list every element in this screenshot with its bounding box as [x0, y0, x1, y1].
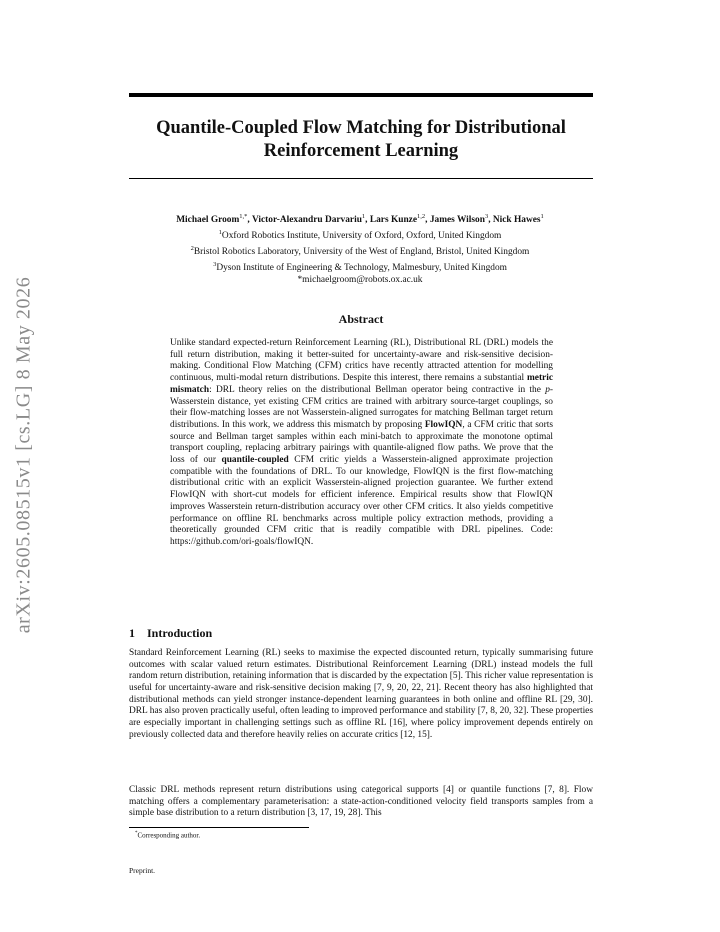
author-block — [110, 211, 610, 286]
affiliation-superscript: 2 — [190, 244, 194, 252]
author-email: *michaelgroom@robots.ox.ac.uk — [297, 274, 423, 285]
intro-paragraph-1: Standard Reinforcement Learning (RL) seeks to maximise the expected discounted return, typically summarising future outcomes with scalar valued return estimates. Distributional Reinforcement Learning (DRL) instead models the full random return distribution, retaining information that is discarded by the expectation [5]. This richer value representation is useful for uncertainty-aware and risk-sensitive decision making [7, 9, 20, 22, 21]. Recent theory has also highlighted that distributional methods can yield stronger instance-dependent learning guarantees in both online and offline RL [29, 30]. DRL has also proven practically useful, often leading to improved performance and stability [7, 8, 20, 32]. These properties are especially important in challenging settings such as offline RL [16], where policy improvement depends entirely on previously collected data and therefore heavily relies on accurate critics [12, 15]. — [129, 648, 593, 740]
author-superscript: 1 — [361, 213, 366, 220]
footnote — [135, 831, 200, 839]
paper-title: Quantile-Coupled Flow Matching for Distributional Reinforcement Learning — [156, 118, 566, 161]
affiliation-text: Dyson Institute of Engineering & Technology, Malmesbury, United Kingdom — [216, 262, 507, 273]
affiliation-line — [110, 243, 610, 259]
author-superscript: 1 — [540, 213, 544, 220]
abstract-segment: : DRL theory relies on the distributional Bellman operator being contractive in the — [209, 384, 546, 395]
section-number: 1 — [129, 626, 135, 640]
title-top-rule — [129, 93, 593, 97]
author-superscript: 3 — [484, 213, 489, 220]
section-title: Introduction — [147, 626, 213, 640]
author-name: Lars Kunze — [369, 215, 417, 226]
affiliation-list — [110, 227, 610, 275]
abstract-segment: CFM critic yields a Wasserstein-aligned approximate projection compatible with the foundations of DRL. To our knowledge, FlowIQN is the first flow-matching distributional critic with an explicit Wasserstein-aligned projection guarantee. We further extend FlowIQN with short-cut models for efficient inference. Empirical results show that FlowIQN improves Wasserstein return-distribution accuracy over other CFM critics. It also yields competitive performance on offline RL benchmarks across multiple policy extraction methods, providing a theoretically grounded CFM critic that is readily compatible with DRL pipelines. Code: https://github.com/ori-goals/flowIQN. — [170, 455, 553, 547]
author-name: Victor-Alexandru Darvariu — [251, 215, 362, 226]
affiliation-line — [110, 259, 610, 275]
title-bottom-rule — [129, 178, 593, 179]
section-heading-introduction — [129, 626, 212, 641]
author-names: Michael Groom$^{1,*}$, Victor-Alexandru Darvariu$^1$, Lars Kunze$^{1,2}$, James Wilson$^3$, Nick Hawes$^1$ — [176, 213, 544, 226]
abstract-heading: Abstract — [338, 312, 384, 326]
affiliation-line — [110, 227, 610, 243]
affiliation-text: Bristol Robotics Laboratory, University of the West of England, Bristol, United Kingdom — [193, 246, 530, 257]
author-superscript: 1,* — [239, 213, 248, 220]
affiliation-text: Oxford Robotics Institute, University of Oxford, Oxford, United Kingdom — [221, 231, 502, 242]
abstract-segment: Unlike standard expected-return Reinforcement Learning (RL), Distributional RL (DRL) models the full return distribution, making it better-suited for uncertainty-aware and risk-sensitive decision-making. Conditional Flow Matching (CFM) critics have recently attracted attention for modelling continuous, multi-modal return distributions. Despite this interest, there remains a substantial — [170, 338, 553, 384]
abstract-emphasis: metric mismatch — [170, 373, 553, 395]
footnote-rule — [129, 827, 309, 828]
affiliation-superscript: 1 — [218, 228, 222, 236]
author-name: Michael Groom — [176, 215, 240, 226]
footnote-text: Corresponding author. — [137, 831, 201, 840]
author-superscript: 1,2 — [417, 213, 426, 220]
arxiv-stamp — [4, 265, 44, 645]
footnote-marker: * — [135, 831, 138, 836]
affiliation-superscript: 3 — [213, 260, 217, 268]
abstract-segment: -Wasserstein distance, yet existing CFM critics are trained with arbitrary source-target couplings, so their flow-matching losses are not Wasserstein-aligned surrogates for matching Bellman target return distributions. In this work, we address this mismatch by proposing — [170, 384, 553, 430]
abstract-emphasis: FlowIQN — [424, 419, 463, 430]
abstract-math: p — [545, 384, 550, 395]
abstract-emphasis: quantile-coupled — [221, 455, 289, 466]
arxiv-stamp-text: arXiv:2605.08515v1 [cs.LG] 8 May 2026 — [12, 276, 35, 634]
abstract-text — [170, 338, 553, 549]
author-name: James Wilson — [429, 215, 485, 226]
author-name: Nick Hawes — [492, 215, 541, 226]
abstract-segment: , a CFM critic that sorts source and Bellman target samples within each mini-batch to approximate the monotone optimal transport coupling, replacing arbitrary pairings with quantile-aligned flow paths. We prove that the loss of our — [170, 419, 553, 466]
preprint-label: Preprint. — [129, 866, 156, 875]
intro-paragraph-2: Classic DRL methods represent return distributions using categorical supports [4] or quantile functions [7, 8]. Flow matching offers a complementary parameterisation: a state-action-conditioned velocity field transports samples from a simple base distribution to a return distribution [3, 17, 19, 28]. This — [129, 785, 593, 819]
